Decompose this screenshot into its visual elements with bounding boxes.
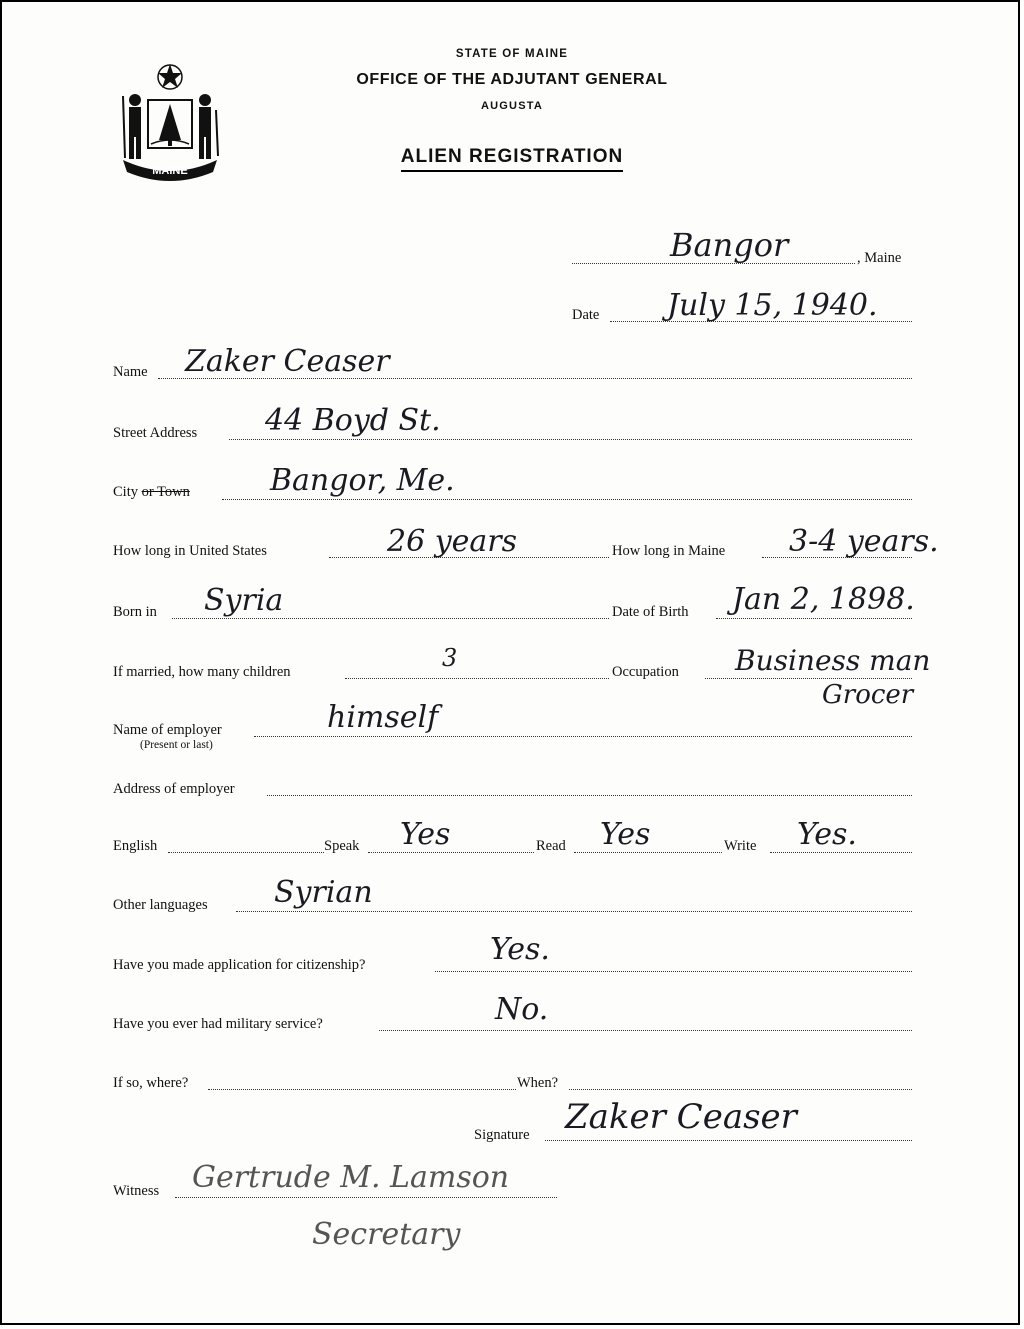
born-line	[172, 618, 609, 619]
date-label: Date	[572, 307, 600, 323]
employer-line	[254, 736, 912, 737]
military-label: Have you ever had military service?	[113, 1016, 323, 1032]
read-line	[574, 852, 722, 853]
witness-title-entry[interactable]: Secretary	[312, 1217, 461, 1252]
when-label: When?	[517, 1075, 559, 1091]
military-line	[379, 1030, 912, 1031]
employer-entry[interactable]: himself	[327, 700, 439, 735]
children-line	[345, 678, 609, 679]
street-entry[interactable]: 44 Boyd St.	[265, 403, 441, 438]
witness-label: Witness	[113, 1183, 160, 1199]
read-entry[interactable]: Yes	[600, 817, 651, 852]
header-city: AUGUSTA	[481, 100, 543, 112]
where-label: If so, where?	[113, 1075, 189, 1091]
city-entry[interactable]: Bangor, Me.	[270, 463, 455, 498]
other-languages-entry[interactable]: Syrian	[274, 875, 373, 910]
name-entry[interactable]: Zaker Ceaser	[185, 344, 390, 379]
dob-entry[interactable]: Jan 2, 1898.	[732, 582, 915, 617]
signature-label: Signature	[474, 1127, 530, 1143]
name-label: Name	[113, 364, 148, 380]
born-entry[interactable]: Syria	[204, 583, 284, 618]
military-entry[interactable]: No.	[495, 992, 549, 1027]
occupation-label: Occupation	[612, 664, 679, 680]
employer-label: Name of employer	[113, 722, 222, 738]
place-suffix-label: , Maine	[857, 250, 902, 266]
city-label: City or Town	[113, 484, 190, 500]
speak-entry[interactable]: Yes	[400, 817, 451, 852]
write-label: Write	[724, 838, 757, 854]
speak-line	[368, 852, 534, 853]
witness-line	[175, 1197, 557, 1198]
witness-entry[interactable]: Gertrude M. Lamson	[192, 1160, 510, 1195]
dob-line	[716, 618, 912, 619]
maine-years-entry[interactable]: 3-4 years.	[789, 524, 939, 559]
occupation-entry-2[interactable]: Grocer	[822, 680, 914, 710]
citizenship-label: Have you made application for citizenship?	[113, 957, 366, 973]
street-label: Street Address	[113, 425, 198, 441]
header-state: STATE OF MAINE	[455, 48, 569, 60]
citizenship-entry[interactable]: Yes.	[490, 932, 550, 967]
when-line	[569, 1089, 912, 1090]
english-label: English	[113, 838, 158, 854]
occupation-line	[705, 678, 912, 679]
speak-label: Speak	[324, 838, 360, 854]
us-years-entry[interactable]: 26 years	[387, 524, 518, 559]
date-entry[interactable]: July 15, 1940.	[667, 288, 878, 323]
signature-line	[545, 1140, 912, 1141]
children-entry[interactable]: 3	[442, 644, 458, 672]
street-line	[229, 439, 912, 440]
seal-text: MAINE	[152, 165, 188, 177]
city-line	[222, 499, 912, 500]
header-office: OFFICE OF THE ADJUTANT GENERAL	[356, 71, 668, 88]
us-years-label: How long in United States	[113, 543, 267, 559]
other-languages-line	[236, 911, 912, 912]
place-entry[interactable]: Bangor	[670, 226, 789, 264]
employer-address-label: Address of employer	[113, 781, 235, 797]
signature-entry[interactable]: Zaker Ceaser	[565, 1097, 797, 1137]
children-label: If married, how many children	[113, 664, 291, 680]
write-entry[interactable]: Yes.	[797, 817, 857, 852]
employer-address-line	[267, 795, 912, 796]
dob-label: Date of Birth	[612, 604, 689, 620]
other-languages-label: Other languages	[113, 897, 208, 913]
english-line	[168, 852, 324, 853]
citizenship-line	[435, 971, 912, 972]
occupation-entry[interactable]: Business man	[735, 644, 931, 677]
where-line	[208, 1089, 516, 1090]
page-title: ALIEN REGISTRATION	[2, 146, 1022, 168]
read-label: Read	[536, 838, 566, 854]
maine-years-label: How long in Maine	[612, 543, 726, 559]
born-label: Born in	[113, 604, 157, 620]
employer-sublabel: (Present or last)	[140, 739, 213, 751]
write-line	[770, 852, 912, 853]
